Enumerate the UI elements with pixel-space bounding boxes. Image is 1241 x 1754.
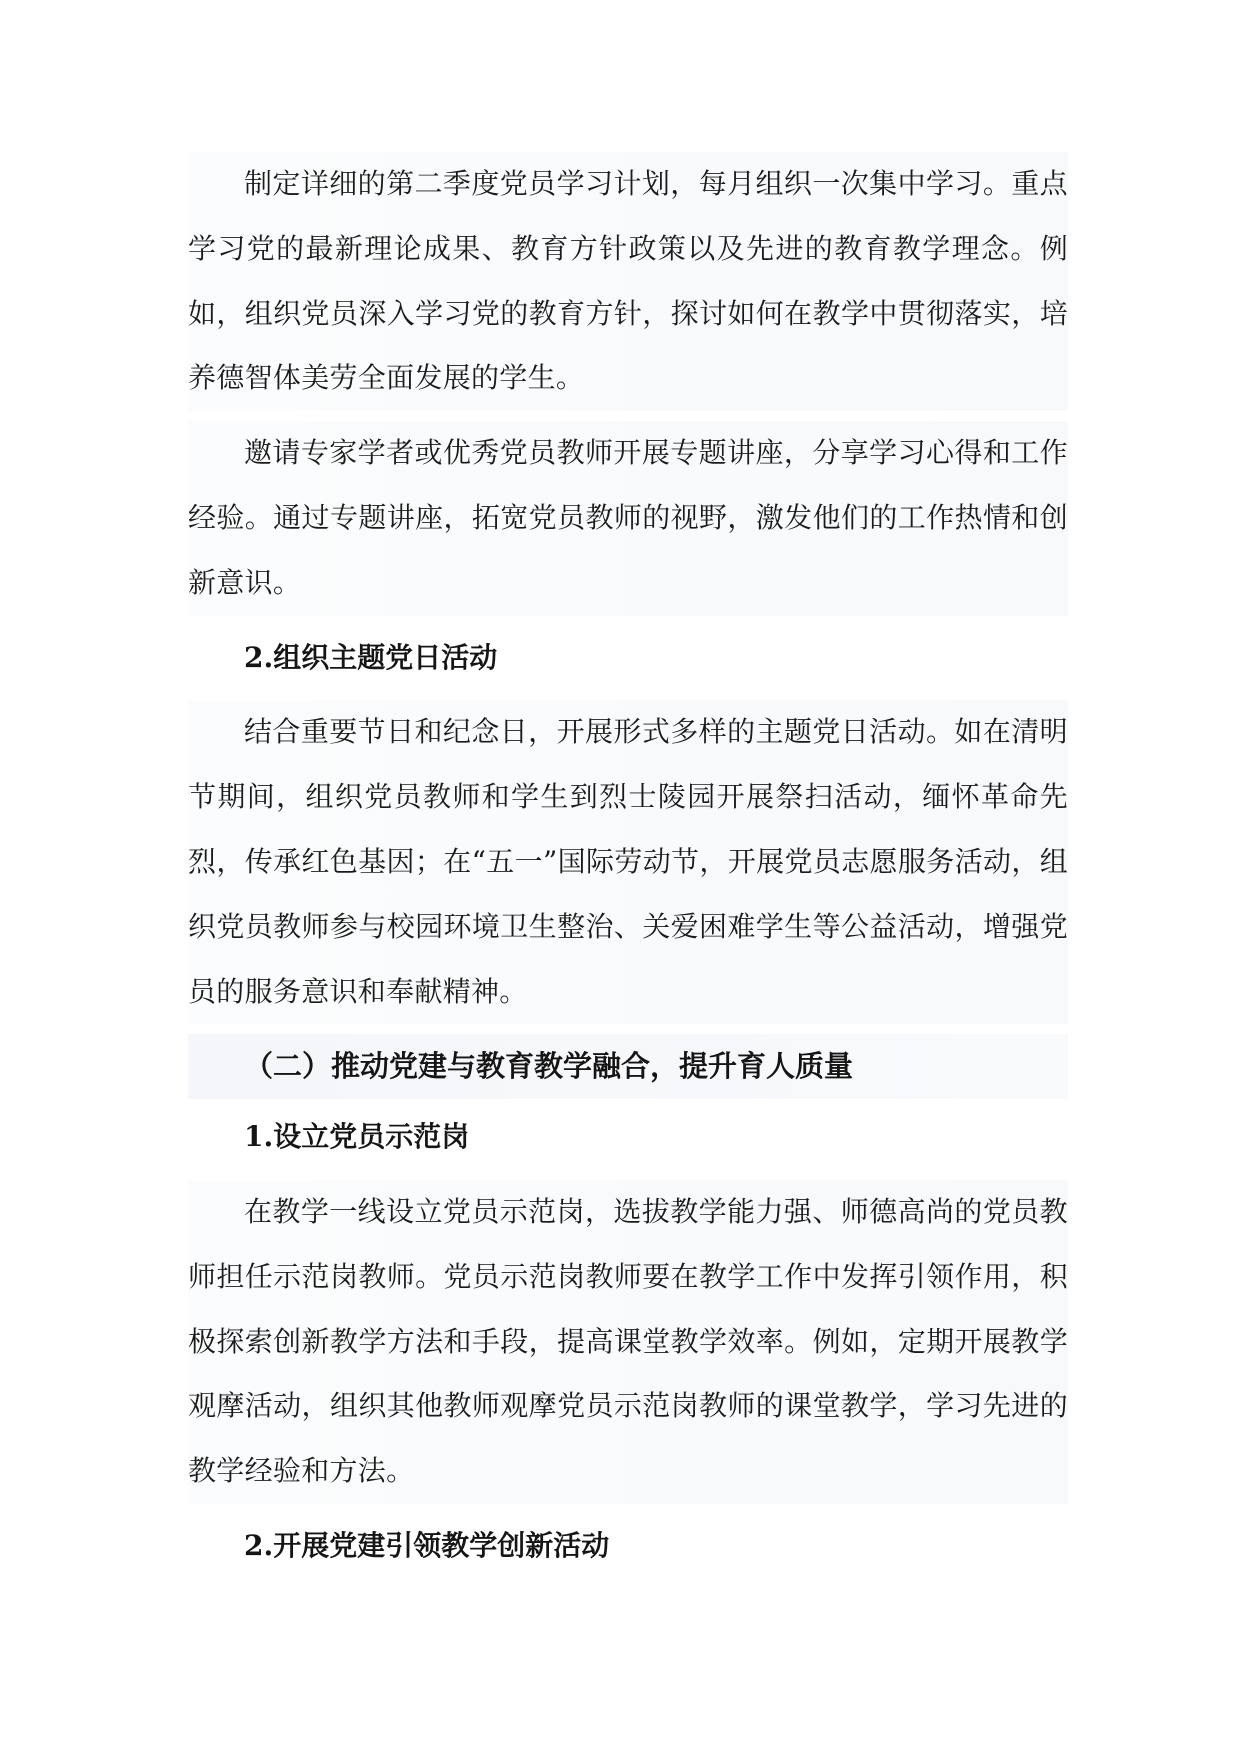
heading-model-post: 1.设立党员示范岗 bbox=[244, 1120, 470, 1154]
heading-party-day-activities: 2.组织主题党日活动 bbox=[244, 640, 498, 674]
heading-teaching-innovation: 2.开展党建引领教学创新活动 bbox=[244, 1528, 610, 1562]
paragraph-study-plan: 制定详细的第二季度党员学习计划，每月组织一次集中学习。重点学习党的最新理论成果、教育方针政策以及先进的教育教学理念。例如，组织党员深入学习党的教育方针，探讨如何在教学中贯彻落实，培养德智体美劳全面发展的学生。 bbox=[188, 152, 1068, 411]
paragraph-party-day: 结合重要节日和纪念日，开展形式多样的主题党日活动。如在清明节期间，组织党员教师和学生到烈士陵园开展祭扫活动，缅怀革命先烈，传承红色基因；在“五一”国际劳动节，开展党员志愿服务活动，组织党员教师参与校园环境卫生整治、关爱困难学生等公益活动，增强党员的服务意识和奉献精神。 bbox=[188, 700, 1068, 1024]
paragraph-model-post: 在教学一线设立党员示范岗，选拔教学能力强、师德高尚的党员教师担任示范岗教师。党员示范岗教师要在教学工作中发挥引领作用，积极探索创新教学方法和手段，提高课堂教学效率。例如，定期开展教学观摩活动，组织其他教师观摩党员示范岗教师的课堂教学，学习先进的教学经验和方法。 bbox=[188, 1180, 1068, 1504]
section-heading-integration: （二）推动党建与教育教学融合，提升育人质量 bbox=[188, 1034, 1068, 1099]
document-body bbox=[188, 152, 1068, 1589]
paragraph-lectures: 邀请专家学者或优秀党员教师开展专题讲座，分享学习心得和工作经验。通过专题讲座，拓宽党员教师的视野，激发他们的工作热情和创新意识。 bbox=[188, 421, 1068, 615]
